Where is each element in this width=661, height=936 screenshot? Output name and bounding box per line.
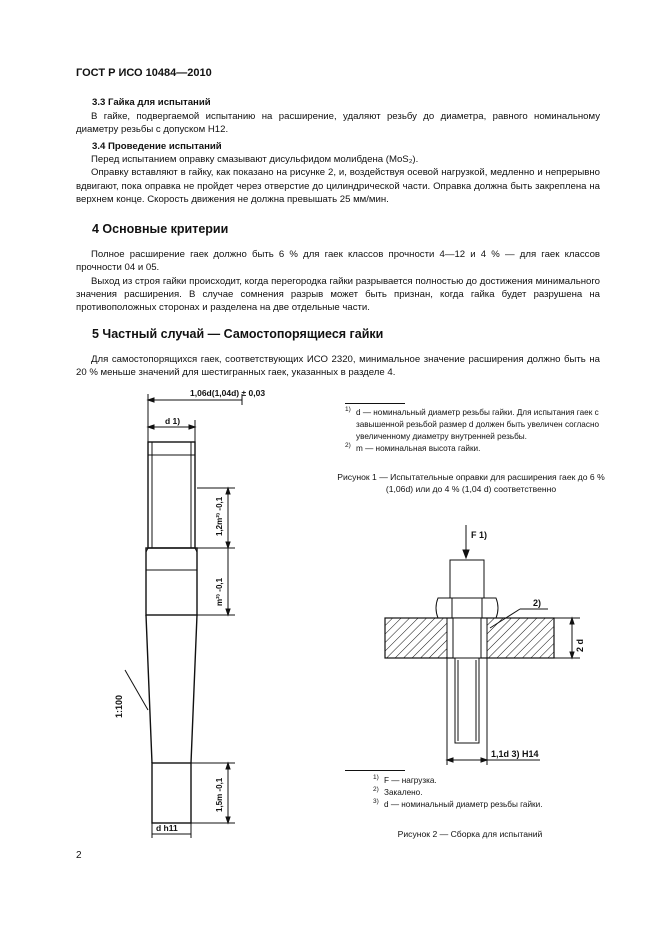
fig2-force-label: F 1) xyxy=(471,530,488,540)
fig1-taper: 1:100 xyxy=(114,694,124,718)
fig2-caption: Рисунок 2 — Сборка для испытаний xyxy=(397,829,543,839)
fig2-dim-bottom: 1,1d 3) H14 xyxy=(491,749,539,759)
section-5-title: 5 Частный случай — Самостопорящиеся гайки xyxy=(92,327,384,341)
fig2-footnote-3: 3) d — номинальный диаметр резьбы гайки. xyxy=(373,798,543,809)
fig1-dim-dh11: d h11 xyxy=(156,823,178,833)
fig2-dim-2d: 2 d xyxy=(575,638,585,652)
fig2-footnote-rule xyxy=(345,770,405,771)
fig1-footnotes xyxy=(345,407,611,455)
figure-1-mandrel-drawing xyxy=(100,380,280,840)
fig1-footnote-1: 1) d — номинальный диаметр резьбы гайки. Для испытания гаек с завышенной резьбой размер d должен быть увеличен согласно увеличенному диаметру внутренней резьбы. xyxy=(345,406,600,441)
section-4-body xyxy=(76,248,600,314)
fig1-footnote-rule xyxy=(345,403,405,404)
section-3-3-title: 3.3 Гайка для испытаний xyxy=(92,97,211,108)
section-3-4-p1: Перед испытанием оправку смазывают дисульфидом молибдена (MoS₂). xyxy=(91,154,419,165)
fig1-footnote-2: 2) m — номинальная высота гайки. xyxy=(345,442,481,453)
fig1-caption: Рисунок 1 — Испытательные оправки для расширения гаек до 6 % (1,06d) или до 4 % (1,04 d) соответственно xyxy=(337,472,605,494)
fig1-dim-m: m²⁾ -0,1 xyxy=(215,577,224,606)
figure-2-assembly-drawing xyxy=(380,520,590,770)
document-header: ГОСТ Р ИСО 10484—2010 xyxy=(76,67,212,79)
fig2-footnote-1: 1) F — нагрузка. xyxy=(373,774,437,785)
section-3-4-body xyxy=(76,153,600,206)
section-4-p1: Полное расширение гаек должно быть 6 % для гаек классов прочности 4—12 и 4 % — для гаек классов прочности 04 и 05. xyxy=(76,249,600,274)
section-3-3-body xyxy=(76,110,600,137)
section-3-3-text: В гайке, подвергаемой испытанию на расширение, удаляют резьбу до диаметра, равного номинальному диаметру резьбы с допуском H12. xyxy=(76,111,600,136)
fig1-dim-d: d 1) xyxy=(165,416,181,426)
page-number: 2 xyxy=(76,850,82,861)
section-5-p1: Для самостопорящихся гаек, соответствующих ИСО 2320, минимальное значение расширения должно быть на 20 % меньше значений для шестигранных гаек, указанных в разделе 4. xyxy=(76,354,600,379)
fig2-label-2: 2) xyxy=(533,598,542,608)
section-4-p2: Выход из строя гайки происходит, когда перегородка гайки разрывается полностью до достижения минимального значения расширения. В случае сомнения разрыв может быть признан, когда гайка будет разрушена на противоположных сторонах и разделена на две отдельные части. xyxy=(76,275,600,314)
fig1-dim-12m: 1,2m²⁾ -0,1 xyxy=(215,496,224,536)
section-3-4-p2: Оправку вставляют в гайку, как показано на рисунке 2, и, воздействуя осевой нагрузкой, медленно и непрерывно вдвигают, пока оправка не пройдет через отверстие до цилиндрической части. Оправка должна быть закреплена на верхнем конце. Скорость движения не должна превышать 25 мм/мин. xyxy=(76,167,600,205)
section-4-title: 4 Основные критерии xyxy=(92,222,229,236)
fig2-footnote-2: 2) Закалено. xyxy=(373,786,423,797)
section-5-body xyxy=(76,353,600,380)
fig2-footnotes xyxy=(373,775,613,811)
fig1-dim-15m: 1,5m -0,1 xyxy=(215,777,224,812)
section-3-4-title: 3.4 Проведение испытаний xyxy=(92,141,222,152)
fig1-dim-top: 1,06d(1,04d) ± 0,03 xyxy=(190,388,266,398)
